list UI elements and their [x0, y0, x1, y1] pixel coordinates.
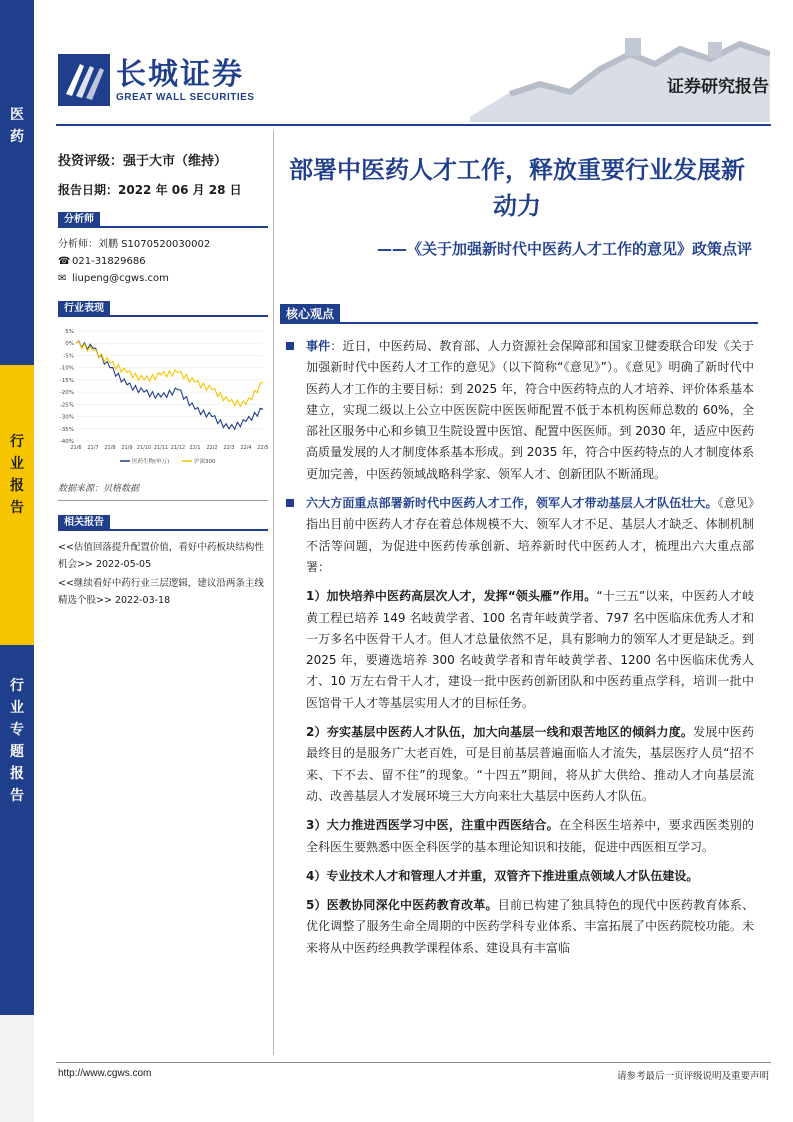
y-tick-label: -35% — [59, 426, 74, 433]
side-tab-topic-report — [0, 645, 34, 1015]
side-tab-industry-report-label: 行业报告 — [10, 434, 24, 516]
performance-section-title: 行业表现 — [58, 301, 110, 317]
related-reports — [58, 539, 268, 609]
sub-point-lead: 4）专业技术人才和管理人才并重，双管齐下推进重点领域人才队伍建设。 — [306, 868, 699, 883]
report-subtitle: ——《关于加强新时代中医药人才工作的意见》政策点评 — [376, 240, 752, 258]
side-strip — [0, 0, 34, 1122]
y-tick-label: -30% — [59, 414, 74, 421]
report-type-label: 证券研究报告 — [667, 77, 769, 97]
performance-section-header — [58, 303, 268, 317]
y-tick-label: 5% — [65, 329, 74, 335]
x-tick-label: 21/10 — [136, 445, 152, 451]
side-tab-sector — [0, 0, 34, 365]
bullet-event — [284, 336, 754, 485]
x-tick-label: 21/12 — [170, 445, 186, 451]
x-tick-label: 22/3 — [223, 445, 235, 451]
series-line-0 — [76, 341, 263, 429]
core-view-header — [280, 304, 758, 324]
x-tick-label: 22/2 — [206, 445, 218, 451]
sub-point-2 — [284, 722, 754, 807]
sub-point-text: “十三五”以来，中医药人才岐黄工程已培养 149 名岐黄学者、100 名青年岐黄学者、797 名中医临床优秀人才和一万多名中医骨干人才。但人才总量依然不足，具有影响力的领军人才更是缺乏。到 2025 年，要遴选培养 300 名岐黄学者和青年岐黄学者、1200 名中医临床优秀人才、10 万左右骨干人才，建设一批中医药创新团队和中医药重点学科，培训一批中医馆骨干人才等基层实用人才的目标任务。 — [306, 589, 754, 710]
sub-point-lead: 3）大力推进西医学习中医，注重中西医结合。 — [306, 818, 559, 833]
y-tick-label: -20% — [59, 390, 74, 397]
bullet-text: ：近日，中医药局、教育部、人力资源社会保障部和国家卫健委联合印发《关于加强新时代中医药人才工作的意见》（以下简称“《意见》”）。《意见》明确了新时代中医药人才工作的主要目标：到 2025 年，符合中医药特点的人才培养、评价体系基本建立，实现二级以上公立中医医院中医医师配置不低于本机构医师总数的 60%，全部社区服务中心和乡镇卫生院设置中医馆、配置中医医师。到 2030 年，适应中医药高质量发展的人才制度体系基本形成。到 2035 年，符合中医药特点的人才制度体系更加完善，中医药领域战略科学家、领军人才、创新团队不断涌现。 — [306, 339, 754, 481]
sub-point-lead: 1）加快培养中医药高层次人才，发挥“领头雁”作用。 — [306, 589, 597, 604]
side-strip-bottom — [0, 1015, 34, 1122]
y-tick-label: 0% — [65, 341, 74, 348]
sub-point-text: 发展中医药最终目的是服务广大老百姓，可是目前基层普遍面临人才流失，基层医疗人员“招不来、下不去、留不住”的现象。“十四五”期间，将从扩大供给、推动人才向基层流动、改善基层人才发展环境三大方向来壮大基层中医药人才队伍。 — [306, 725, 754, 803]
report-date: 报告日期：2022 年 06 月 28 日 — [58, 183, 242, 197]
sub-point-text: 目前已构建了独具特色的现代中医药教育体系、优化调整了服务生命全周期的中医药学科专业体系、丰富拓展了中医药院校功能。未来将从中医药经典教学课程体系、建设具有丰富临 — [306, 898, 754, 955]
footer-divider — [56, 1062, 771, 1063]
analyst-email[interactable]: liupeng@cgws.com — [72, 273, 169, 284]
x-tick-label: 21/11 — [153, 445, 169, 451]
footer-note: 请参考最后一页评级说明及重要声明 — [616, 1071, 769, 1082]
sub-point-text: 在全科医生培养中，要求西医类别的全科医生要熟悉中医全科医学的基本理论知识和技能，促进中西医相互学习。 — [306, 818, 754, 854]
bullet-square-icon — [286, 342, 294, 350]
logo-mark-icon — [58, 54, 110, 106]
logo-name-en: GREAT WALL SECURITIES — [116, 91, 255, 103]
column-divider — [273, 130, 274, 1055]
footer-url[interactable]: http://www.cgws.com — [58, 1068, 152, 1079]
header-divider — [56, 124, 771, 126]
analyst-section-header — [58, 214, 268, 228]
y-tick-label: -5% — [63, 353, 74, 360]
phone-icon: ☎ — [58, 256, 71, 267]
analyst-section-title: 分析师 — [58, 212, 100, 228]
side-tab-sector-label: 医药 — [10, 107, 24, 145]
x-tick-label: 22/4 — [240, 445, 252, 451]
bullet-text: 《意见》指出目前中医药人才存在着总体规模不大、领军人才不足、基层人才缺乏、体制机制不活等问题，为促进中医药传承创新、培养新时代中医药人才，梳理出六大重点部署： — [306, 496, 754, 574]
logo-name-cn: 长城证券 — [116, 56, 244, 92]
analyst-name: 分析师：刘鹏 S1070520030002 — [58, 239, 211, 250]
y-tick-label: -25% — [59, 402, 74, 409]
report-body — [284, 336, 754, 959]
core-view-title: 核心观点 — [280, 304, 340, 324]
mail-icon: ✉ — [58, 273, 67, 284]
x-tick-label: 21/8 — [104, 445, 116, 451]
bullet-lead: 事件 — [306, 339, 331, 353]
x-tick-label: 21/9 — [121, 445, 133, 451]
chart-source: 数据来源：贝格数据 — [58, 481, 268, 501]
y-tick-label: -40% — [59, 439, 74, 445]
investment-rating: 投资评级：强于大市（维持） — [58, 154, 228, 169]
related-section-title: 相关报告 — [58, 515, 110, 531]
x-tick-label: 21/6 — [70, 445, 82, 451]
sub-point-lead: 5）医教协同深化中医药教育改革。 — [306, 898, 498, 913]
analyst-info — [58, 236, 268, 287]
x-tick-label: 21/7 — [87, 445, 99, 451]
sub-point-lead: 2）夯实基层中医药人才队伍，加大向基层一线和艰苦地区的倾斜力度。 — [306, 725, 694, 740]
bullet-lead: 六大方面重点部署新时代中医药人才工作，领军人才带动基层人才队伍壮大。 — [306, 496, 718, 511]
side-tab-topic-report-label: 行业专题报告 — [10, 678, 24, 804]
legend-label: 沪深300 — [194, 459, 216, 465]
report-title: 部署中医药人才工作，释放重要行业发展新动力 — [289, 156, 745, 220]
side-tab-industry-report — [0, 365, 34, 645]
sub-point-5 — [284, 895, 754, 959]
legend-label: 医药生物(申万) — [132, 459, 170, 465]
analyst-phone: 021-31829686 — [72, 256, 146, 267]
sub-point-1 — [284, 586, 754, 714]
company-logo — [58, 52, 268, 108]
sub-point-3 — [284, 815, 754, 858]
x-tick-label: 22/1 — [189, 445, 201, 451]
sub-point-4 — [284, 866, 754, 887]
industry-performance-chart — [58, 325, 268, 473]
bullet-six-areas — [284, 493, 754, 578]
left-column — [58, 150, 268, 611]
series-line-1 — [76, 342, 263, 407]
related-report-item[interactable]: <<估值回落提升配置价值，看好中药板块结构性机会>> 2022-05-05 — [58, 542, 264, 570]
x-tick-label: 22/5 — [257, 445, 268, 451]
related-section-header — [58, 517, 268, 531]
y-tick-label: -10% — [59, 365, 74, 372]
bullet-square-icon — [286, 499, 294, 507]
related-report-item[interactable]: <<继续看好中药行业三层逻辑，建议沿两条主线精选个股>> 2022-03-18 — [58, 578, 264, 606]
y-tick-label: -15% — [59, 377, 74, 384]
